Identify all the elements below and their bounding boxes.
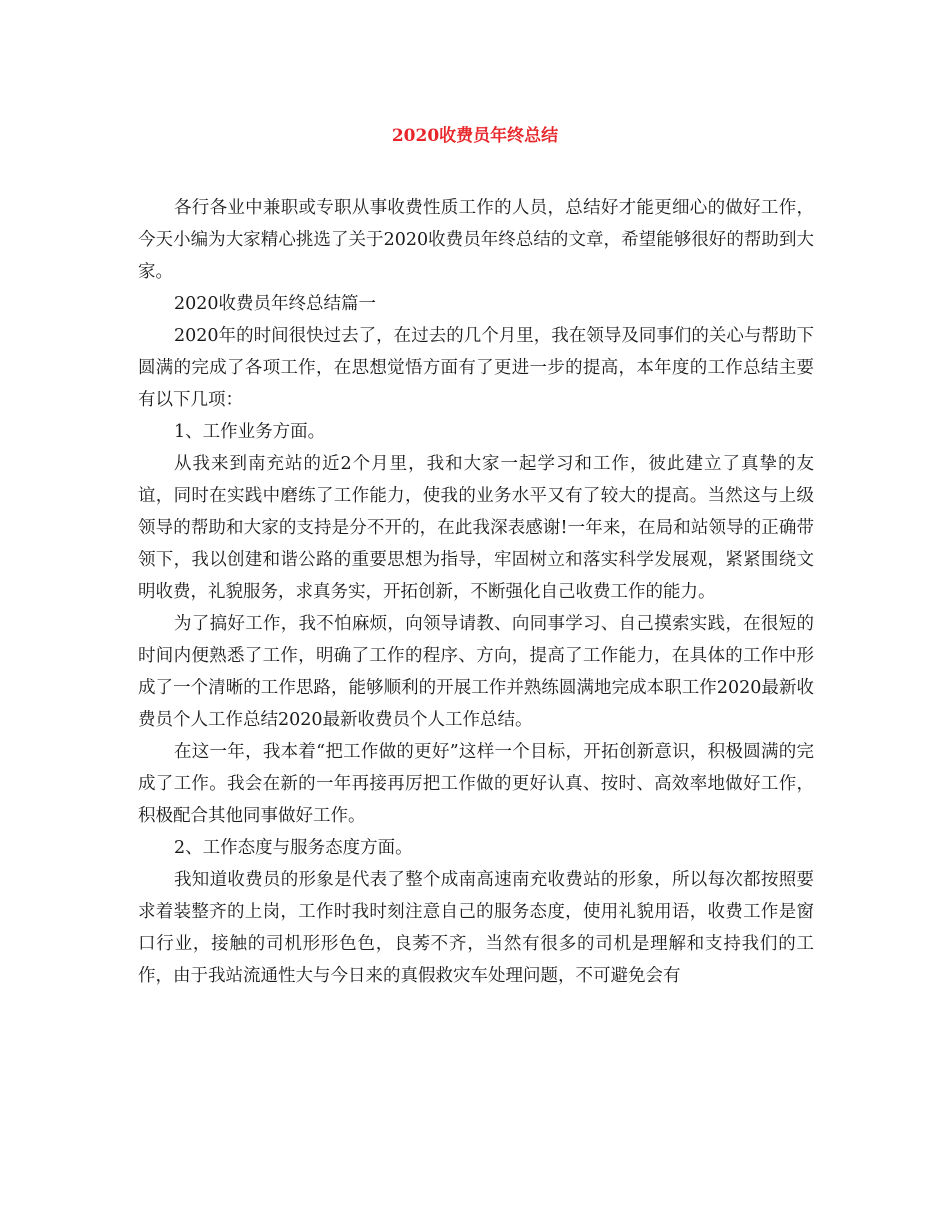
paragraph-overview: 2020年的时间很快过去了，在过去的几个月里，我在领导及同事们的关心与帮助下圆满的完成了各项工作，在思想觉悟方面有了更进一步的提高，本年度的工作总结主要有以下几项： (138, 326, 814, 410)
paragraph-goal: 在这一年，我本着“把工作做的更好”这样一个目标，开拓创新意识，积极圆满的完成了工作。我会在新的一年再接再厉把工作做的更好认真、按时、高效率地做好工作，积极配合其他同事做好工作。 (138, 742, 814, 826)
section-heading-work-business: 1、工作业务方面。 (174, 422, 326, 442)
section-heading-attitude: 2、工作态度与服务态度方面。 (174, 838, 413, 858)
document-title: 2020收费员年终总结 (391, 126, 559, 146)
document-body (138, 192, 814, 992)
paragraph-intro: 各行各业中兼职或专职从事收费性质工作的人员，总结好才能更细心的做好工作，今天小编为大家精心挑选了关于2020收费员年终总结的文章，希望能够很好的帮助到大家。 (138, 198, 814, 282)
paragraph-work-business: 从我来到南充站的近2个月里，我和大家一起学习和工作，彼此建立了真挚的友谊，同时在实践中磨练了工作能力，使我的业务水平又有了较大的提高。当然这与上级领导的帮助和大家的支持是分不开的，在此我深表感谢!一年来，在局和站领导的正确带领下，我以创建和谐公路的重要思想为指导，牢固树立和落实科学发展观，紧紧围绕文明收费，礼貌服务，求真务实，开拓创新，不断强化自己收费工作的能力。 (138, 454, 814, 602)
paragraph-learning: 为了搞好工作，我不怕麻烦，向领导请教、向同事学习、自己摸索实践，在很短的时间内便熟悉了工作，明确了工作的程序、方向，提高了工作能力，在具体的工作中形成了一个清晰的工作思路，能够顺利的开展工作并熟练圆满地完成本职工作2020最新收费员个人工作总结2020最新收费员个人工作总结。 (138, 614, 814, 730)
section-heading-part-one: 2020收费员年终总结篇一 (174, 294, 377, 314)
paragraph-attitude: 我知道收费员的形象是代表了整个成南高速南充收费站的形象，所以每次都按照要求着装整齐的上岗，工作时我时刻注意自己的服务态度，使用礼貌用语，收费工作是窗口行业，接触的司机形形色色，良莠不齐，当然有很多的司机是理解和支持我们的工作，由于我站流通性大与今日来的真假救灾车处理问题，不可避免会有 (138, 870, 814, 986)
